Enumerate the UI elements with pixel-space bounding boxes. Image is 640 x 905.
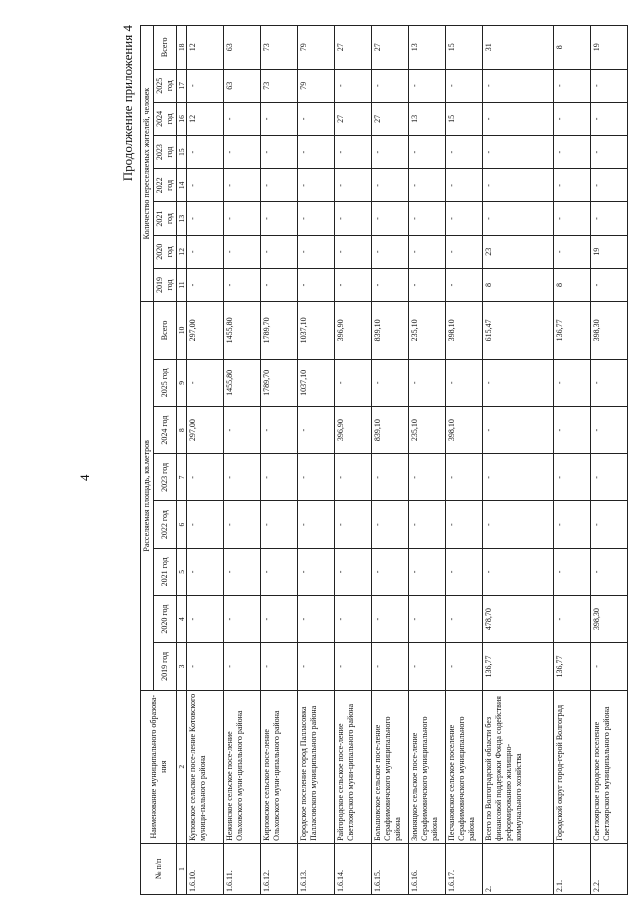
area-value: 398,30 xyxy=(591,596,628,643)
header-area-total: Всего xyxy=(154,302,177,360)
area-value: - xyxy=(591,454,628,501)
column-number: 16 xyxy=(177,102,187,135)
header-name: Наименование муниципального образова-ния xyxy=(141,690,177,843)
area-value: - xyxy=(261,548,298,595)
people-value: - xyxy=(554,235,591,268)
people-value: - xyxy=(409,169,446,202)
people-value: - xyxy=(298,235,335,268)
people-value: 27 xyxy=(335,102,372,135)
header-area-group: Расселяемая площадь, кв.метров xyxy=(141,302,154,690)
people-value: - xyxy=(187,202,224,235)
people-value: 19 xyxy=(591,235,628,268)
area-value: 398,30 xyxy=(591,302,628,360)
area-value: 1789,70 xyxy=(261,359,298,406)
area-value: 297,00 xyxy=(187,406,224,453)
people-value: - xyxy=(591,136,628,169)
people-value: - xyxy=(372,136,409,169)
area-value: - xyxy=(261,643,298,690)
area-value: - xyxy=(224,406,261,453)
people-value: - xyxy=(372,268,409,301)
row-number: 1.6.17. xyxy=(446,843,483,894)
municipality-name: Куповское сельское посе-ление Котовского муници-пального района xyxy=(187,690,224,843)
people-value: - xyxy=(261,169,298,202)
area-value: - xyxy=(187,501,224,548)
people-value: 27 xyxy=(335,26,372,70)
people-value: - xyxy=(261,235,298,268)
area-value: - xyxy=(483,501,554,548)
header-people-year: 2022 год xyxy=(154,169,177,202)
area-value: 478,70 xyxy=(483,596,554,643)
people-value: - xyxy=(372,202,409,235)
people-value: 79 xyxy=(298,69,335,102)
people-value: 23 xyxy=(483,235,554,268)
people-value: 31 xyxy=(483,26,554,70)
people-value: 15 xyxy=(446,102,483,135)
column-number: 9 xyxy=(177,359,187,406)
people-value: - xyxy=(446,235,483,268)
people-value: - xyxy=(298,102,335,135)
table-row xyxy=(224,26,261,895)
area-value: - xyxy=(409,596,446,643)
area-value: - xyxy=(261,454,298,501)
area-value: 1037,10 xyxy=(298,302,335,360)
people-value: - xyxy=(591,268,628,301)
header-area-year: 2022 год xyxy=(154,501,177,548)
people-value: 13 xyxy=(409,102,446,135)
people-value: - xyxy=(483,202,554,235)
area-value: - xyxy=(335,501,372,548)
area-value: - xyxy=(298,454,335,501)
area-value: 297,00 xyxy=(187,302,224,360)
area-value: - xyxy=(261,406,298,453)
municipality-name: Городской округ город-герой Волгоград xyxy=(554,690,591,843)
municipality-name: Песчановское сельское поселение Серафимовичского муниципального района xyxy=(446,690,483,843)
people-value: - xyxy=(591,202,628,235)
area-value: - xyxy=(591,548,628,595)
people-value: - xyxy=(187,268,224,301)
rotated-page xyxy=(120,25,635,895)
people-value: - xyxy=(224,169,261,202)
people-value: - xyxy=(298,136,335,169)
people-value: - xyxy=(224,136,261,169)
people-value: 12 xyxy=(187,102,224,135)
people-value: 63 xyxy=(224,69,261,102)
column-number-row xyxy=(177,26,187,895)
column-number: 14 xyxy=(177,169,187,202)
people-value: 19 xyxy=(591,26,628,70)
area-value: - xyxy=(446,548,483,595)
people-value: 63 xyxy=(224,26,261,70)
area-value: - xyxy=(554,406,591,453)
column-number: 12 xyxy=(177,235,187,268)
area-value: 615,47 xyxy=(483,302,554,360)
header-people-total: Всего xyxy=(154,26,177,70)
area-value: - xyxy=(409,643,446,690)
area-value: - xyxy=(298,406,335,453)
people-value: - xyxy=(591,69,628,102)
people-value: - xyxy=(187,69,224,102)
table-row xyxy=(591,26,628,895)
column-number: 4 xyxy=(177,596,187,643)
column-number: 11 xyxy=(177,268,187,301)
header-area-year: 2023 год xyxy=(154,454,177,501)
header-people-year: 2019 год xyxy=(154,268,177,301)
area-value: - xyxy=(483,548,554,595)
table-body xyxy=(187,26,628,895)
people-value: - xyxy=(409,202,446,235)
municipality-name: Нежинское сельское посе-ление Ольховского муни-ципального района xyxy=(224,690,261,843)
people-value: - xyxy=(446,69,483,102)
header-area-year: 2024 год xyxy=(154,406,177,453)
area-value: - xyxy=(409,454,446,501)
area-value: - xyxy=(409,359,446,406)
area-value: - xyxy=(187,359,224,406)
people-value: - xyxy=(446,202,483,235)
people-value: - xyxy=(446,136,483,169)
area-value: - xyxy=(335,596,372,643)
area-value: - xyxy=(372,359,409,406)
column-number: 8 xyxy=(177,406,187,453)
people-value: - xyxy=(224,235,261,268)
people-value: 13 xyxy=(409,26,446,70)
people-value: - xyxy=(483,136,554,169)
people-value: 27 xyxy=(372,102,409,135)
area-value: - xyxy=(554,548,591,595)
area-value: - xyxy=(446,454,483,501)
row-number: 1.6.16. xyxy=(409,843,446,894)
table-row xyxy=(261,26,298,895)
municipality-name: Кирповское сельское посе-ление Ольховского муни-ципального района xyxy=(261,690,298,843)
people-value: 27 xyxy=(372,26,409,70)
people-value: - xyxy=(187,169,224,202)
area-value: - xyxy=(187,596,224,643)
municipality-name: Райгородское сельское посе-ление Светлоярского муни-ципального района xyxy=(335,690,372,843)
column-number: 6 xyxy=(177,501,187,548)
column-number: 3 xyxy=(177,643,187,690)
column-number: 7 xyxy=(177,454,187,501)
column-number: 2 xyxy=(177,690,187,843)
area-value: - xyxy=(446,501,483,548)
people-value: - xyxy=(554,136,591,169)
area-value: - xyxy=(446,643,483,690)
area-value: - xyxy=(446,359,483,406)
people-value: - xyxy=(554,69,591,102)
column-number: 15 xyxy=(177,136,187,169)
table-row xyxy=(298,26,335,895)
people-value: - xyxy=(187,136,224,169)
area-value: 396,90 xyxy=(335,302,372,360)
people-value: - xyxy=(554,102,591,135)
area-value: 398,10 xyxy=(446,302,483,360)
area-value: 235,10 xyxy=(409,302,446,360)
people-value: - xyxy=(224,268,261,301)
area-value: - xyxy=(483,454,554,501)
area-value: - xyxy=(298,596,335,643)
table-row xyxy=(409,26,446,895)
people-value: - xyxy=(554,202,591,235)
area-value: - xyxy=(554,596,591,643)
appendix-subtitle: Продолжение приложения 4 xyxy=(120,25,135,182)
table-row xyxy=(446,26,483,895)
header-people-year: 2025 год xyxy=(154,69,177,102)
area-value: - xyxy=(224,454,261,501)
area-value: - xyxy=(372,501,409,548)
area-value: 1789,70 xyxy=(261,302,298,360)
column-number: 13 xyxy=(177,202,187,235)
row-number: 1.6.13. xyxy=(298,843,335,894)
people-value: 8 xyxy=(554,268,591,301)
header-people-group: Количество переселяемых жителей, человек xyxy=(141,26,154,302)
row-number: 1.6.10. xyxy=(187,843,224,894)
municipality-name: Городское поселение город Палласовка Палласовского муниципального района xyxy=(298,690,335,843)
area-value: - xyxy=(261,501,298,548)
table-row xyxy=(335,26,372,895)
header-people-year: 2021 год xyxy=(154,202,177,235)
table-row xyxy=(554,26,591,895)
area-value: - xyxy=(591,406,628,453)
area-value: - xyxy=(335,454,372,501)
row-number: 1.6.14. xyxy=(335,843,372,894)
people-value: - xyxy=(187,235,224,268)
area-value: 839,10 xyxy=(372,302,409,360)
area-value: - xyxy=(372,548,409,595)
header-area-year: 2020 год xyxy=(154,596,177,643)
people-value: - xyxy=(409,235,446,268)
table-row xyxy=(372,26,409,895)
municipality-name: Всего по Волгоградской области без финансовой поддержки Фонда содействия реформированию жилищно-коммунального хозяйства xyxy=(483,690,554,843)
area-value: - xyxy=(224,596,261,643)
row-number: 1.6.15. xyxy=(372,843,409,894)
area-value: 136,77 xyxy=(554,643,591,690)
people-value: - xyxy=(261,136,298,169)
people-value: - xyxy=(224,102,261,135)
area-value: - xyxy=(409,501,446,548)
people-value: - xyxy=(298,169,335,202)
area-value: - xyxy=(591,359,628,406)
area-value: 1037,10 xyxy=(298,359,335,406)
people-value: - xyxy=(335,202,372,235)
area-value: - xyxy=(372,596,409,643)
municipality-name: Светлоярское городское поселение Светлоярского муниципального района xyxy=(591,690,628,843)
header-people-year: 2023 год xyxy=(154,136,177,169)
row-number: 1.6.12. xyxy=(261,843,298,894)
row-number: 2. xyxy=(483,843,554,894)
area-value: - xyxy=(335,643,372,690)
people-value: - xyxy=(591,169,628,202)
people-value: - xyxy=(409,268,446,301)
area-value: - xyxy=(187,643,224,690)
header-people-year: 2020 год xyxy=(154,235,177,268)
people-value: 79 xyxy=(298,26,335,70)
people-value: - xyxy=(298,268,335,301)
area-value: 398,10 xyxy=(446,406,483,453)
people-value: - xyxy=(335,268,372,301)
header-area-year: 2019 год xyxy=(154,643,177,690)
people-value: - xyxy=(483,102,554,135)
header-no: № п/п xyxy=(141,843,177,894)
area-value: 1455,80 xyxy=(224,302,261,360)
area-value: 839,10 xyxy=(372,406,409,453)
column-number: 10 xyxy=(177,302,187,360)
people-value: - xyxy=(224,202,261,235)
area-value: 136,77 xyxy=(554,302,591,360)
row-number: 2.1. xyxy=(554,843,591,894)
people-value: - xyxy=(483,69,554,102)
people-value: - xyxy=(298,202,335,235)
people-value: - xyxy=(372,235,409,268)
area-value: - xyxy=(554,501,591,548)
area-value: - xyxy=(409,548,446,595)
people-value: - xyxy=(372,169,409,202)
header-people-year: 2024 год xyxy=(154,102,177,135)
header-area-year: 2021 год xyxy=(154,548,177,595)
people-value: - xyxy=(446,169,483,202)
area-value: - xyxy=(187,454,224,501)
people-value: - xyxy=(372,69,409,102)
page-number: 4 xyxy=(77,474,92,481)
area-value: - xyxy=(483,359,554,406)
area-value: - xyxy=(224,548,261,595)
area-value: - xyxy=(298,548,335,595)
area-value: - xyxy=(187,548,224,595)
people-value: - xyxy=(554,169,591,202)
people-value: - xyxy=(335,69,372,102)
area-value: 396,90 xyxy=(335,406,372,453)
people-value: 12 xyxy=(187,26,224,70)
header-area-year: 2025 год xyxy=(154,359,177,406)
area-value: 235,10 xyxy=(409,406,446,453)
column-number: 5 xyxy=(177,548,187,595)
people-value: - xyxy=(335,169,372,202)
people-value: - xyxy=(261,202,298,235)
column-number: 17 xyxy=(177,69,187,102)
resettlement-table xyxy=(140,25,628,895)
row-number: 2.2. xyxy=(591,843,628,894)
municipality-name: Зимняцкое сельское посе-ление Серафимовичского муниципального района xyxy=(409,690,446,843)
people-value: - xyxy=(591,102,628,135)
area-value: - xyxy=(446,596,483,643)
table-row xyxy=(187,26,224,895)
people-value: 73 xyxy=(261,26,298,70)
area-value: - xyxy=(554,359,591,406)
area-value: - xyxy=(261,596,298,643)
people-value: 8 xyxy=(483,268,554,301)
row-number: 1.6.11. xyxy=(224,843,261,894)
area-value: - xyxy=(298,643,335,690)
table-row xyxy=(483,26,554,895)
area-value: - xyxy=(554,454,591,501)
area-value: - xyxy=(372,454,409,501)
people-value: - xyxy=(335,235,372,268)
column-number: 1 xyxy=(177,843,187,894)
area-value: - xyxy=(335,548,372,595)
area-value: 136,77 xyxy=(483,643,554,690)
people-value: - xyxy=(446,268,483,301)
area-value: - xyxy=(298,501,335,548)
area-value: 1455,80 xyxy=(224,359,261,406)
column-number: 18 xyxy=(177,26,187,70)
area-value: - xyxy=(224,501,261,548)
people-value: 15 xyxy=(446,26,483,70)
area-value: - xyxy=(483,406,554,453)
people-value: - xyxy=(261,268,298,301)
people-value: - xyxy=(409,69,446,102)
people-value: 8 xyxy=(554,26,591,70)
area-value: - xyxy=(372,643,409,690)
people-value: - xyxy=(261,102,298,135)
municipality-name: Большовское сельское посе-ление Серафимовичского муниципального района xyxy=(372,690,409,843)
people-value: - xyxy=(409,136,446,169)
people-value: 73 xyxy=(261,69,298,102)
people-value: - xyxy=(483,169,554,202)
area-value: - xyxy=(224,643,261,690)
area-value: - xyxy=(591,501,628,548)
area-value: - xyxy=(335,359,372,406)
area-value: - xyxy=(591,643,628,690)
people-value: - xyxy=(335,136,372,169)
